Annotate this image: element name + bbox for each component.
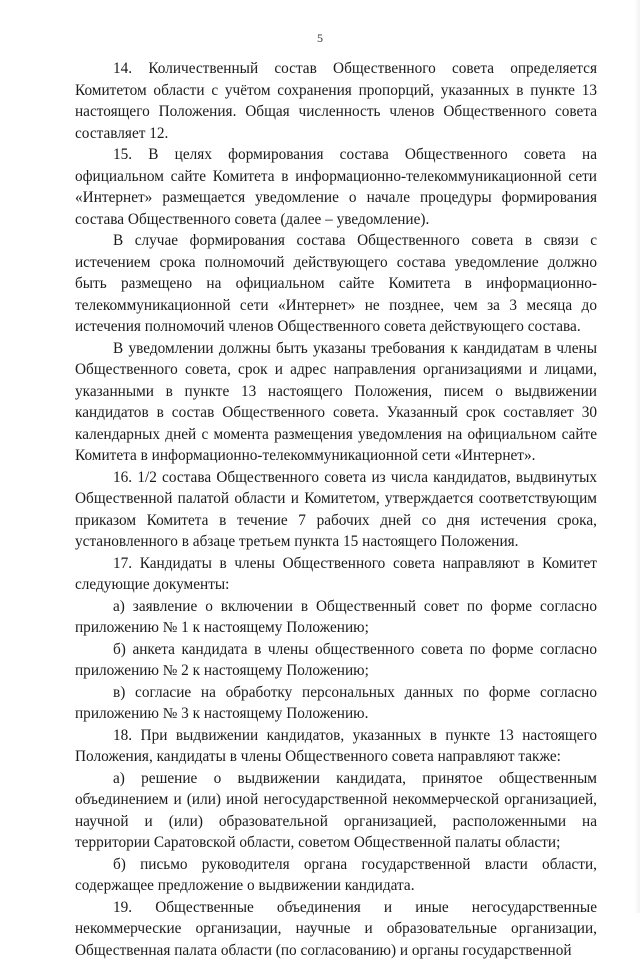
- paragraph-14: 14. Количественный состав Общественного совета определяется Комитетом области с учётом сохранения пропорций, указанных в пункте 13 настоящего Положения. Общая численность членов Общественного совета составляет 12.: [75, 58, 597, 144]
- paragraph-16: 16. 1/2 состава Общественного совета из числа кандидатов, выдвинутых Общественной палатой области и Комитетом, утверждается соответствующим приказом Комитета в течение 7 рабочих дней со дня истечения срока, установленного в абзаце третьем пункта 15 настоящего Положения.: [75, 467, 597, 553]
- document-body: [75, 58, 597, 961]
- list-item-18a: а) решение о выдвижении кандидата, принятое общественным объединением и (или) иной негосударственной некоммерческой организацией, научной и (или) образовательной организацией, расположенными на территории Саратовской области, советом Общественной палаты области;: [75, 768, 597, 854]
- page-number: 5: [0, 31, 640, 46]
- list-item-18b: б) письмо руководителя органа государственной власти области, содержащее предложение о выдвижении кандидата.: [75, 854, 597, 897]
- scan-edge-shadow: [634, 0, 640, 913]
- paragraph-15-case: В случае формирования состава Общественного совета в связи с истечением срока полномочий действующего состава уведомление должно быть размещено на официальном сайте Комитета в информационно-телекоммуникационной сети «Интернет» не позднее, чем за 3 месяца до истечения полномочий членов Общественного совета действующего состава.: [75, 230, 597, 338]
- paragraph-17: 17. Кандидаты в члены Общественного совета направляют в Комитет следующие документы:: [75, 553, 597, 596]
- list-item-17b: б) анкета кандидата в члены общественного совета по форме согласно приложению № 2 к настоящему Положению;: [75, 639, 597, 682]
- paragraph-19: 19. Общественные объединения и иные негосударственные некоммерческие организации, научные и образовательные организации, Общественная палата области (по согласованию) и органы государственной: [75, 897, 597, 961]
- paragraph-15: 15. В целях формирования состава Общественного совета на официальном сайте Комитета в информационно-телекоммуникационной сети «Интернет» размещается уведомление о начале процедуры формирования состава Общественного совета (далее – уведомление).: [75, 144, 597, 230]
- paragraph-18: 18. При выдвижении кандидатов, указанных в пункте 13 настоящего Положения, кандидаты в члены Общественного совета направляют также:: [75, 725, 597, 768]
- paragraph-15-notice-requirements: В уведомлении должны быть указаны требования к кандидатам в члены Общественного совета, срок и адрес направления организациями и лицами, указанными в пункте 13 настоящего Положения, писем о выдвижении кандидатов в состав Общественного совета. Указанный срок составляет 30 календарных дней с момента размещения уведомления на официальном сайте Комитета в информационно-телекоммуникационной сети «Интернет».: [75, 338, 597, 467]
- list-item-17a: а) заявление о включении в Общественный совет по форме согласно приложению № 1 к настоящему Положению;: [75, 596, 597, 639]
- list-item-17c: в) согласие на обработку персональных данных по форме согласно приложению № 3 к настоящему Положению.: [75, 682, 597, 725]
